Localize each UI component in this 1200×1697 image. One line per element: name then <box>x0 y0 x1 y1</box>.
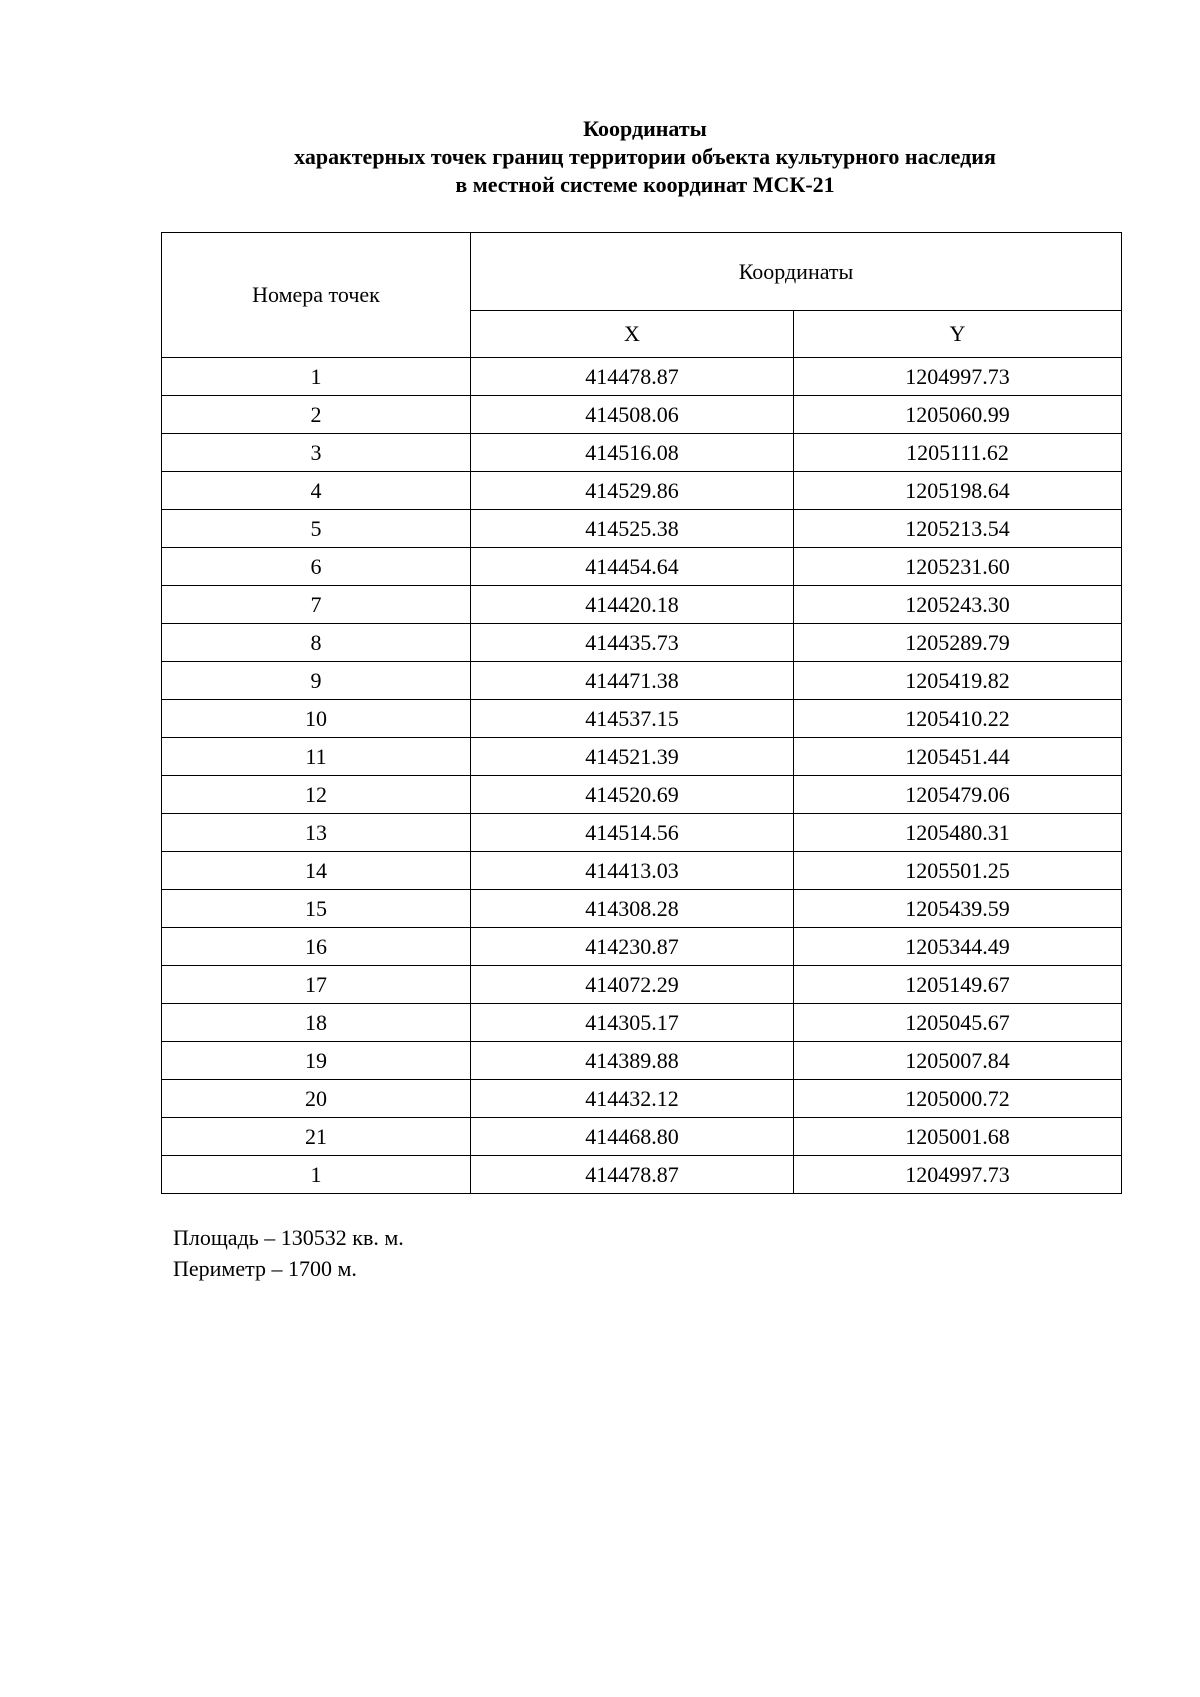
cell-point-number: 1 <box>162 358 471 396</box>
cell-y: 1205060.99 <box>794 396 1122 434</box>
table-header <box>162 233 1122 358</box>
cell-y: 1204997.73 <box>794 358 1122 396</box>
cell-y: 1205149.67 <box>794 966 1122 1004</box>
cell-x: 414478.87 <box>471 1156 794 1194</box>
cell-point-number: 3 <box>162 434 471 472</box>
cell-point-number: 8 <box>162 624 471 662</box>
cell-x: 414468.80 <box>471 1118 794 1156</box>
cell-point-number: 7 <box>162 586 471 624</box>
cell-y: 1205419.82 <box>794 662 1122 700</box>
cell-point-number: 14 <box>162 852 471 890</box>
cell-point-number: 17 <box>162 966 471 1004</box>
cell-point-number: 15 <box>162 890 471 928</box>
cell-y: 1205410.22 <box>794 700 1122 738</box>
cell-point-number: 6 <box>162 548 471 586</box>
cell-y: 1205000.72 <box>794 1080 1122 1118</box>
table-row <box>162 548 1122 586</box>
cell-x: 414520.69 <box>471 776 794 814</box>
cell-point-number: 10 <box>162 700 471 738</box>
cell-y: 1205111.62 <box>794 434 1122 472</box>
cell-point-number: 9 <box>162 662 471 700</box>
cell-point-number: 12 <box>162 776 471 814</box>
cell-x: 414230.87 <box>471 928 794 966</box>
cell-x: 414525.38 <box>471 510 794 548</box>
title-line-1: Координаты <box>583 116 707 141</box>
table-row <box>162 928 1122 966</box>
table-row <box>162 358 1122 396</box>
table-row <box>162 1080 1122 1118</box>
cell-point-number: 13 <box>162 814 471 852</box>
cell-y: 1205007.84 <box>794 1042 1122 1080</box>
table-row <box>162 700 1122 738</box>
document-title <box>0 115 1200 199</box>
cell-y: 1205479.06 <box>794 776 1122 814</box>
cell-x: 414389.88 <box>471 1042 794 1080</box>
cell-point-number: 11 <box>162 738 471 776</box>
table-body <box>162 358 1122 1194</box>
header-coordinates: Координаты <box>471 233 1122 311</box>
cell-y: 1204997.73 <box>794 1156 1122 1194</box>
cell-x: 414413.03 <box>471 852 794 890</box>
header-point-numbers: Номера точек <box>162 233 471 358</box>
table-row <box>162 662 1122 700</box>
cell-x: 414529.86 <box>471 472 794 510</box>
table-row <box>162 472 1122 510</box>
summary-block <box>173 1222 404 1284</box>
table-row <box>162 1118 1122 1156</box>
cell-x: 414514.56 <box>471 814 794 852</box>
cell-y: 1205480.31 <box>794 814 1122 852</box>
perimeter-text: Периметр – 1700 м. <box>173 1256 357 1281</box>
cell-y: 1205231.60 <box>794 548 1122 586</box>
cell-y: 1205243.30 <box>794 586 1122 624</box>
table-row <box>162 510 1122 548</box>
cell-y: 1205289.79 <box>794 624 1122 662</box>
table-row <box>162 852 1122 890</box>
header-y: Y <box>794 311 1122 358</box>
cell-x: 414521.39 <box>471 738 794 776</box>
cell-point-number: 18 <box>162 1004 471 1042</box>
cell-point-number: 20 <box>162 1080 471 1118</box>
cell-x: 414516.08 <box>471 434 794 472</box>
table-row <box>162 814 1122 852</box>
cell-point-number: 4 <box>162 472 471 510</box>
table-row <box>162 966 1122 1004</box>
table-row <box>162 396 1122 434</box>
cell-y: 1205198.64 <box>794 472 1122 510</box>
table-row <box>162 1042 1122 1080</box>
cell-point-number: 19 <box>162 1042 471 1080</box>
cell-x: 414537.15 <box>471 700 794 738</box>
table-header-row <box>162 233 1122 311</box>
table-row <box>162 1156 1122 1194</box>
table-row <box>162 776 1122 814</box>
cell-x: 414420.18 <box>471 586 794 624</box>
cell-x: 414471.38 <box>471 662 794 700</box>
header-x: X <box>471 311 794 358</box>
cell-x: 414308.28 <box>471 890 794 928</box>
cell-y: 1205001.68 <box>794 1118 1122 1156</box>
cell-x: 414072.29 <box>471 966 794 1004</box>
cell-y: 1205451.44 <box>794 738 1122 776</box>
area-text: Площадь – 130532 кв. м. <box>173 1225 404 1250</box>
cell-x: 414435.73 <box>471 624 794 662</box>
cell-point-number: 1 <box>162 1156 471 1194</box>
cell-point-number: 16 <box>162 928 471 966</box>
cell-y: 1205439.59 <box>794 890 1122 928</box>
table-row <box>162 434 1122 472</box>
cell-x: 414478.87 <box>471 358 794 396</box>
cell-y: 1205213.54 <box>794 510 1122 548</box>
cell-x: 414454.64 <box>471 548 794 586</box>
table-row <box>162 890 1122 928</box>
cell-x: 414305.17 <box>471 1004 794 1042</box>
title-line-3: в местной системе координат МСК-21 <box>455 172 835 197</box>
cell-y: 1205045.67 <box>794 1004 1122 1042</box>
cell-point-number: 5 <box>162 510 471 548</box>
table-row <box>162 624 1122 662</box>
cell-x: 414432.12 <box>471 1080 794 1118</box>
table-row <box>162 586 1122 624</box>
title-line-2: характерных точек границ территории объекта культурного наследия <box>294 144 996 169</box>
cell-x: 414508.06 <box>471 396 794 434</box>
cell-point-number: 21 <box>162 1118 471 1156</box>
cell-y: 1205501.25 <box>794 852 1122 890</box>
table-row <box>162 738 1122 776</box>
table-row <box>162 1004 1122 1042</box>
cell-point-number: 2 <box>162 396 471 434</box>
coordinates-table <box>161 232 1122 1194</box>
cell-y: 1205344.49 <box>794 928 1122 966</box>
